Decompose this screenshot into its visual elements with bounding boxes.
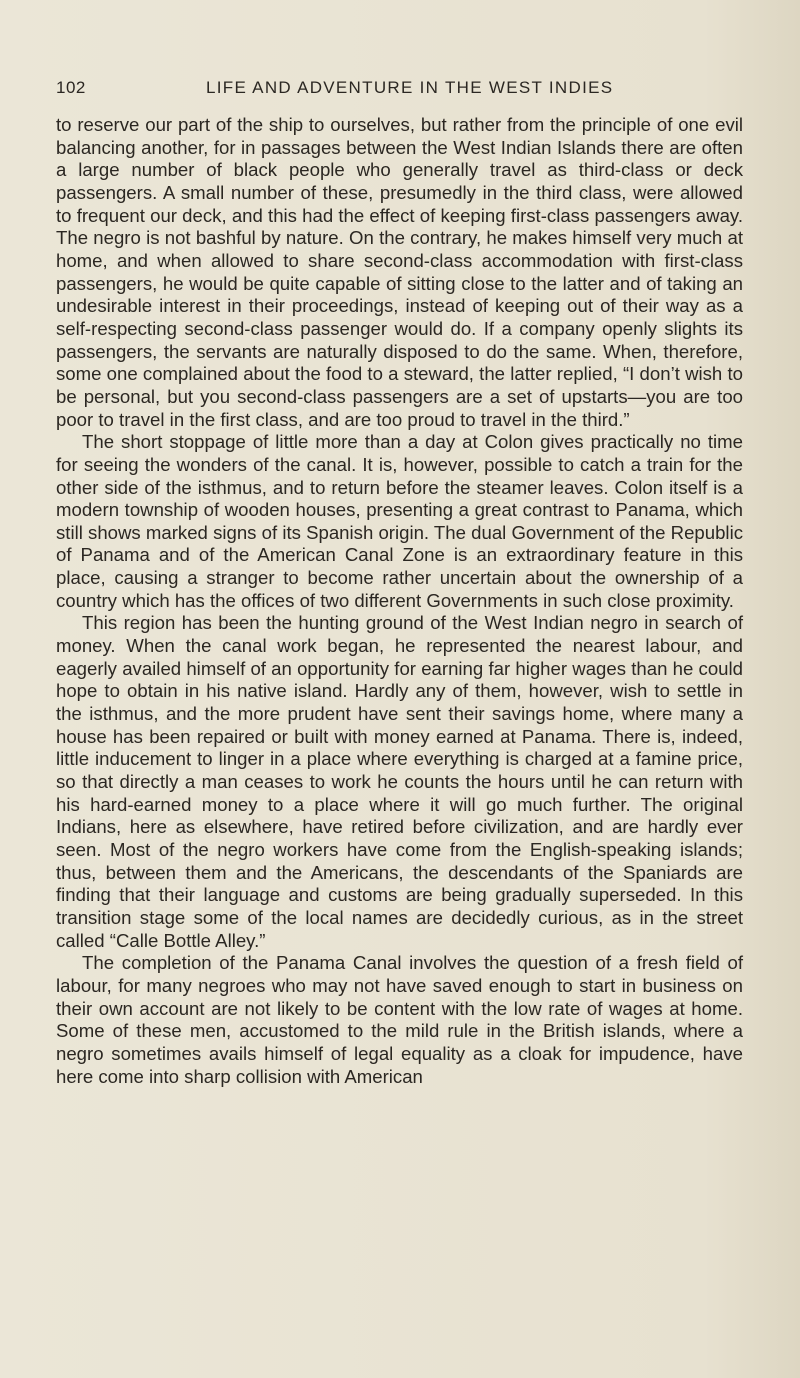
paragraph-hunting-ground: This region has been the hunting ground of the West Indian negro in search of money. When the canal work began, he represented the nearest labour, and eagerly availed himself of an opportunity for earning far higher wages than he could hope to obtain in his native island. Hardly any of them, however, wish to settle in the isthmus, and the more prudent have sent their savings home, where many a house has been repaired or built with money earned at Panama. There is, indeed, little inducement to linger in a place where everything is charged at a famine price, so that directly a man ceases to work he counts the hours until he can return with his hard-earned money to a place where it will go much further. The original Indians, here as elsewhere, have retired before civilization, and are hardly ever seen. Most of the negro workers have come from the English-speaking islands; thus, between them and the Americans, the descendants of the Spaniards are finding that their language and customs are being gradually superseded. In this transition stage some of the local names are decidedly curious, as in the street called “Calle Bottle Alley.” <box>56 612 743 951</box>
paragraph-colon: The short stoppage of little more than a day at Colon gives practically no time for seeing the wonders of the canal. It is, however, possible to catch a train for the other side of the isthmus, and to return before the steamer leaves. Colon itself is a modern township of wooden houses, presenting a great contrast to Panama, which still shows marked signs of its Spanish origin. The dual Government of the Republic of Panama and of the American Canal Zone is an extraordinary feature in this place, causing a stranger to become rather uncertain about the ownership of a country which has the offices of two different Governments in such close proximity. <box>56 431 743 611</box>
paragraph-canal-completion: The completion of the Panama Canal involves the question of a fresh field of labour, for many negroes who may not have saved enough to start in business on their own account are not likely to be content with the low rate of wages at home. Some of these men, accustomed to the mild rule in the British islands, where a negro sometimes avails himself of legal equality as a cloak for impudence, have here come into sharp collision with American <box>56 952 743 1087</box>
paragraph-continued: to reserve our part of the ship to ourselves, but rather from the principle of one evil balancing another, for in passages between the West Indian Islands there are often a large number of black people who generally travel as third-class or deck passengers. A small number of these, presumedly in the third class, were allowed to frequent our deck, and this had the effect of keeping first-class passengers away. The negro is not bashful by nature. On the contrary, he makes himself very much at home, and when allowed to share second-class accommodation with first-class passengers, he would be quite capable of sitting close to the latter and of taking an undesirable interest in their proceedings, instead of keeping out of their way as a self-respecting second-class passenger would do. If a company openly slights its passengers, the servants are naturally disposed to do the same. When, therefore, some one complained about the food to a steward, the latter replied, “I don’t wish to be personal, but you second-class passengers are a set of upstarts—you are too poor to travel in the first class, and are too proud to travel in the third.” <box>56 114 743 430</box>
body-text <box>56 114 743 1088</box>
running-head <box>56 78 742 104</box>
page-number: 102 <box>56 78 86 97</box>
running-title: LIFE AND ADVENTURE IN THE WEST INDIES <box>206 78 614 97</box>
